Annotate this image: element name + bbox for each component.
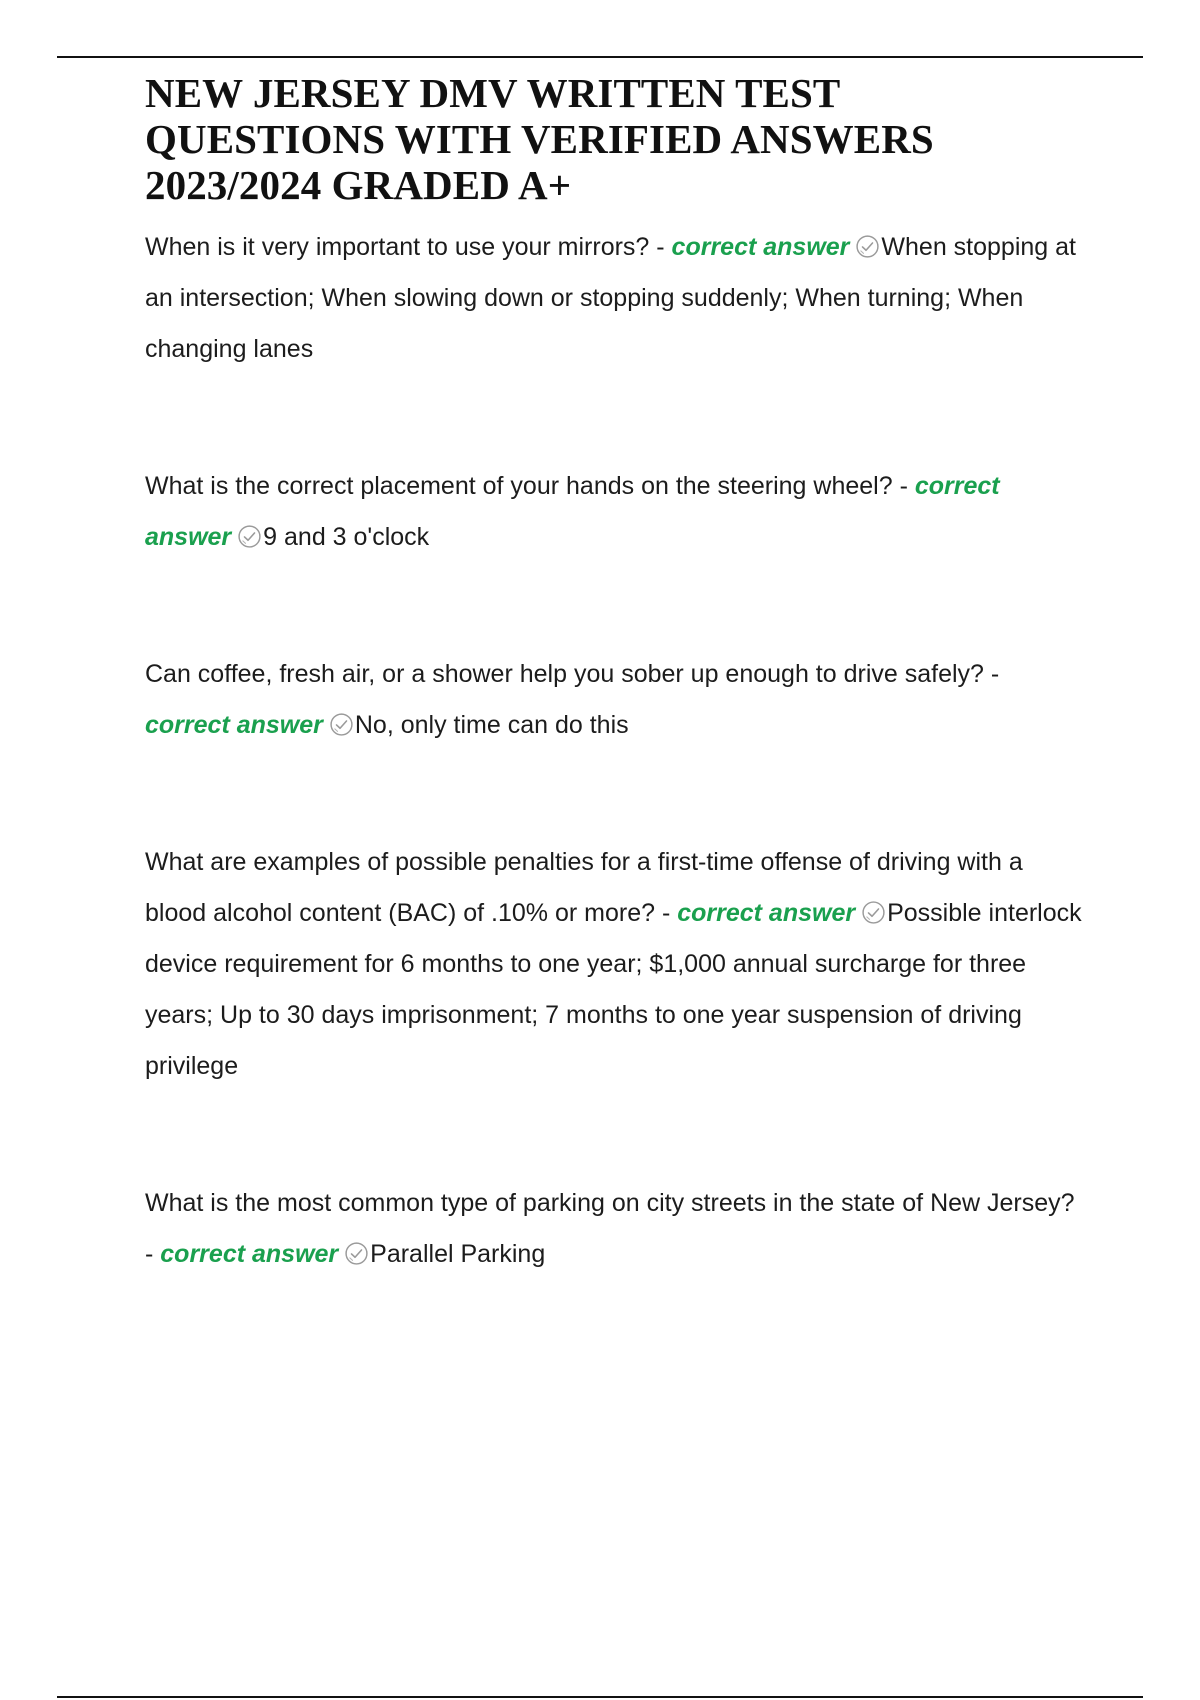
qa-item: [145, 837, 1085, 1092]
separator: -: [655, 899, 678, 927]
answer-text: When stopping at an intersection; When slowing down or stopping suddenly; When turning; When changing lanes: [145, 233, 1076, 363]
document-title: NEW JERSEY DMV WRITTEN TEST QUESTIONS WITH VERIFIED ANSWERS 2023/2024 GRADED A+: [145, 70, 934, 208]
separator: -: [983, 660, 1000, 688]
separator: -: [892, 472, 915, 500]
answer-text: 9 and 3 o'clock: [263, 523, 430, 551]
check-circle-icon: [329, 712, 354, 737]
separator: -: [145, 1240, 161, 1268]
answer-text: Parallel Parking: [370, 1240, 546, 1268]
correct-answer-label: correct answer: [160, 1240, 339, 1268]
check-circle-icon: [861, 900, 886, 925]
separator: -: [649, 233, 672, 261]
bottom-rule: [57, 1696, 1143, 1698]
document-body: [145, 70, 1085, 1280]
check-circle-icon: [344, 1241, 369, 1266]
top-rule: [57, 56, 1143, 58]
answer-text: No, only time can do this: [354, 711, 629, 739]
correct-answer-label: correct answer: [671, 233, 850, 261]
question-text: What is the most common type of parking on city streets in the state of New Jersey?: [145, 1189, 1075, 1217]
question-text: What are examples of possible penalties for a first-time offense of driving with a blood alcohol content (BAC) of .10% or more?: [145, 848, 1023, 927]
question-text: Can coffee, fresh air, or a shower help you sober up enough to drive safely?: [145, 660, 984, 688]
qa-item: [145, 1178, 1085, 1280]
correct-answer-label: correct answer: [677, 899, 856, 927]
check-circle-icon: [237, 524, 262, 549]
question-text: When is it very important to use your mirrors?: [145, 233, 650, 261]
question-text: What is the correct placement of your hands on the steering wheel?: [145, 472, 893, 500]
qa-item: [145, 222, 1085, 375]
answer-text: Possible interlock device requirement for 6 months to one year; $1,000 annual surcharge for three years; Up to 30 days imprisonment; 7 months to one year suspension of driving privilege: [145, 899, 1082, 1080]
qa-item: [145, 649, 1085, 751]
check-circle-icon: [855, 234, 880, 259]
correct-answer-label: correct answer: [145, 711, 323, 739]
correct-answer-label: correct answer: [145, 472, 1000, 551]
qa-item: [145, 461, 1085, 563]
